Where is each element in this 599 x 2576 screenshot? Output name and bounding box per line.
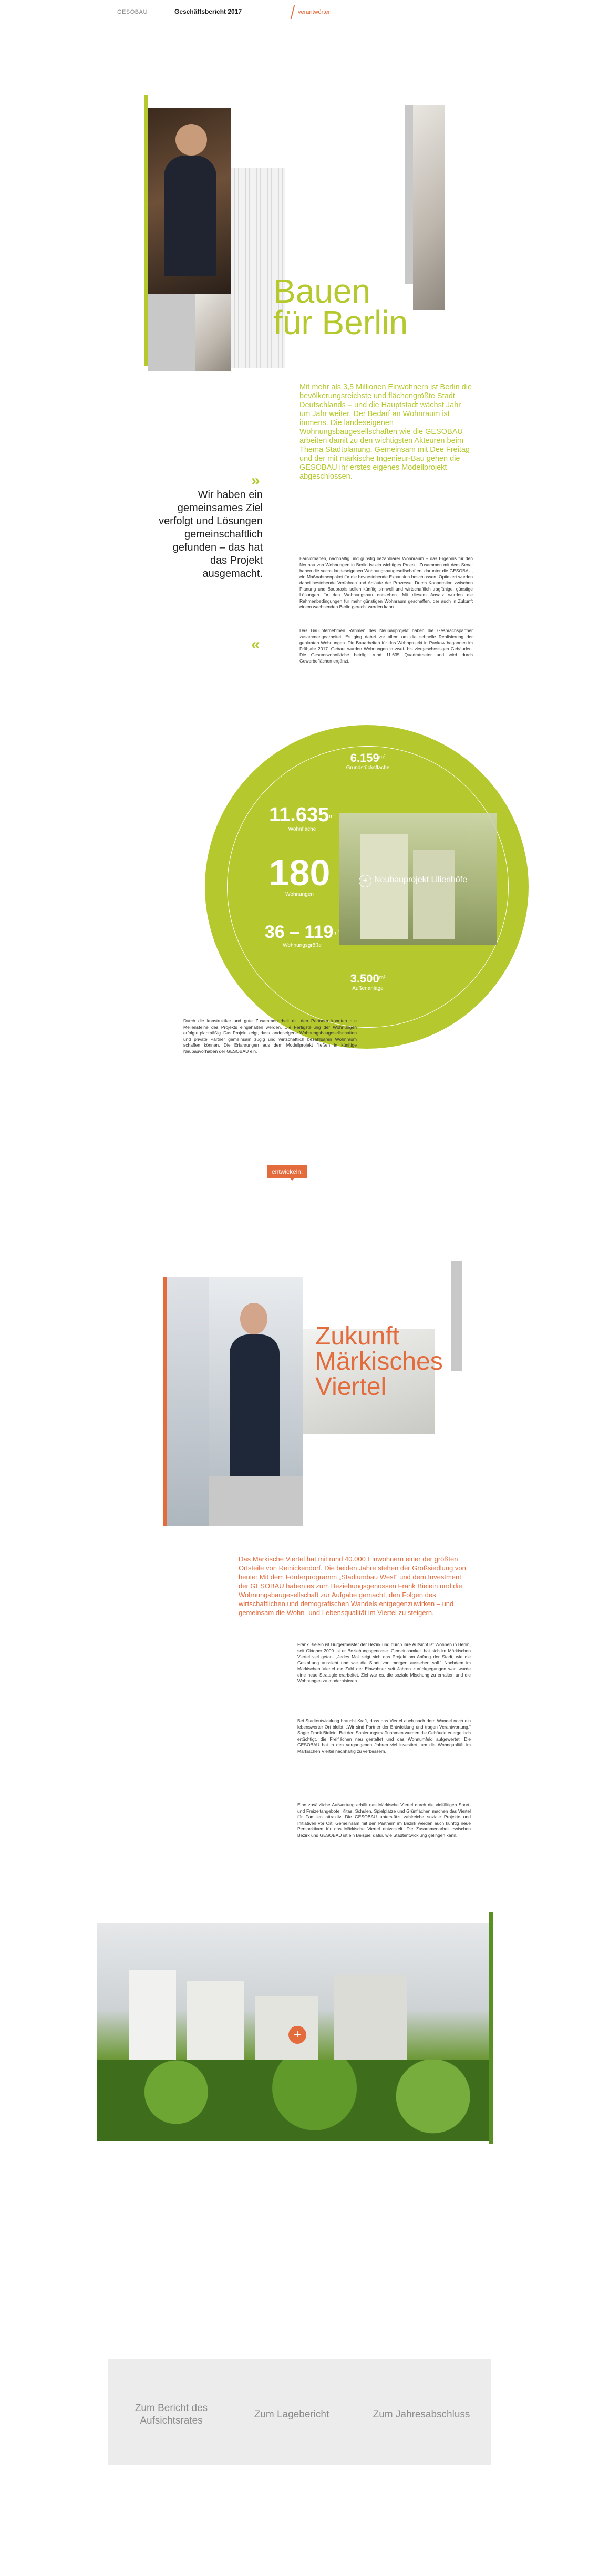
stat-value: 3.500 xyxy=(350,972,379,985)
portrait-suit xyxy=(164,156,216,276)
body-paragraph: Eine zusätzliche Aufwertung erhält das Märkische Viertel durch die vielfältigen Sport- und Freizeitangebote. Kitas, Schulen, Spielplätze und Grünflächen machen das Viertel für Familien attraktiv. Die GESOBAU unterstützt zahlreiche soziale Projekte und Initiativen vor Ort. Gemeinsam mit den Partnern im Bezirk werden auch künftig neue Perspektiven für das Märkische Viertel entwickelt. Die Zusammenarbeit zwischen Bezirk und GESOBAU ist ein Beispiel dafür, wie Stadtentwicklung gelingen kann. xyxy=(297,1802,471,1838)
title-line-2: Märkisches xyxy=(315,1348,443,1375)
project-plus-icon[interactable]: + xyxy=(359,875,371,887)
header-divider xyxy=(291,5,295,19)
manager-head xyxy=(240,1303,267,1334)
tree-canopy xyxy=(97,2060,492,2141)
building-shape xyxy=(129,1970,176,2070)
title-line-3: Viertel xyxy=(315,1373,387,1401)
body-paragraph: Durch die konstruktive und gute Zusammenarbeit mit den Partnern konnten alle Meilensteine des Projekts eingehalten werden. Die Fertigstellung der Wohnungen erfolgte planmäßig. Das Projekt zeigt, dass landeseigene Wohnungsbaugesellschaften und private Partner gemeinsam zügig und wirtschaftlich bezahlbaren Wohnraum schaffen können. Die Erfahrungen aus dem Modellprojekt fließen in künftige Neubauvorhaben der GESOBAU ein. xyxy=(183,1018,357,1054)
grey-panel xyxy=(209,1476,303,1526)
report-title[interactable]: Geschäftsbericht 2017 xyxy=(174,8,242,15)
building-shape xyxy=(334,1975,407,2070)
photo-side-bar xyxy=(489,1912,493,2144)
body-paragraph: Das Bauunternehmen Rahmen des Neubauprojekt haben die Gesprächspartner zusammengearbeitet. Es ging dabei vor allem um die schnelle Realisierung der geplanten Wohnungen. Die Bauarbeiten für das Wohnprojekt in Pankow begannen im Frühjahr 2017. Gebaut wurden Wohnungen in zwei- bis viergeschossigen Gebäuden. Die Gesamtwohnfläche beträgt rund 11.635 Quadratmeter und wird durch Gewerbeflächen ergänzt. xyxy=(300,628,473,664)
stat-label: Wohnungen xyxy=(285,892,314,897)
title-line-1: Zukunft xyxy=(315,1322,400,1350)
portrait-photo xyxy=(148,108,231,294)
stat-value: 180 xyxy=(268,852,331,893)
stat-value: 36 – 119 xyxy=(264,922,334,942)
stat-label: Außenanlage xyxy=(352,986,384,991)
plan-photo-small xyxy=(195,294,231,371)
building-shape xyxy=(187,1981,244,2070)
brand-logo[interactable]: GESOBAU xyxy=(117,9,148,15)
title-line-2: für Berlin xyxy=(273,304,408,342)
quote-close-mark: « xyxy=(251,636,260,653)
pull-quote: Wir haben ein gemeinsames Ziel verfolgt und Lösungen gemeinschaftlich gefunden – das hat das Projekt ausgemacht. xyxy=(159,489,263,580)
portrait-figure xyxy=(175,124,207,156)
stat-unit: m² xyxy=(333,930,340,936)
stat-label: Wohnfläche xyxy=(288,826,316,832)
stat-unit: m² xyxy=(329,813,335,820)
section-lead: Das Märkische Viertel hat mit rund 40.000 Einwohnern einer der größten Ortsteile von Reinickendorf. Die beiden Jahre stehen der Großsiedlung von heute: Mit dem Förderprogramm „Stadtumbau West“ und dem Investment der GESOBAU haben es zum Beziehungsgenossen Frank Bielein und die Wohnungsbaugesellschaft zur Aufgabe gemacht, den Folgen des wirtschaftlichen und demografischen Wandels entgegenzuwirken – und gemeinsam die Wohn- und Lebensqualität im Viertel zu steigern. xyxy=(239,1555,466,1617)
quote-open-mark: » xyxy=(251,472,260,489)
stat-apartments xyxy=(247,854,352,897)
window-photo-left xyxy=(167,1277,209,1526)
body-paragraph: Bei Stadtentwicklung braucht Kraft, dass das Viertel auch nach dem Wandel noch ein lebenswerter Ort bleibt. „Wir sind Partner der Entwicklung und tragen Verantwortung.“ Sagte Frank Bielein. Bei den Sanierungsmaßnahmen wurden die Gebäude energetisch ertüchtigt, die Freiflächen neu gestaltet und das Wohnumfeld aufgewertet. Die GESOBAU hat in den vergangenen Jahren viel investiert, um die Wohnqualität im Märkischen Viertel nachhaltig zu verbessern. xyxy=(297,1718,471,1754)
link-aufsichtsrat-report[interactable]: Zum Bericht des Aufsichtsrates xyxy=(135,2403,208,2426)
photo-plus-icon[interactable]: + xyxy=(288,2026,306,2044)
building-shape xyxy=(255,1996,318,2070)
project-link[interactable]: Neubauprojekt Lilienhöfe xyxy=(374,875,468,884)
tag-pointer xyxy=(289,1177,295,1181)
building-shape xyxy=(413,850,455,939)
section-tab[interactable]: verantwörten xyxy=(298,9,332,15)
stat-label: Wohnungsgröße xyxy=(283,943,322,948)
body-paragraph: Bauvorhaben, nachhaltig und günstig bezahlbarer Wohnraum – das Ergebnis für den Neubau von Wohnungen in Berlin ist ein wichtiges Projekt. Zusammen mit dem Senat haben die sechs landeseigenen Wohnungsbaugesellschaften, darunter die GESOBAU, ein Maßnahmenpaket für die bevorstehende Expansion beschlossen. Optimiert wurden dabei bestehende Verfahren und Abläufe der Prozesse. Durch Kooperation zwischen Planung und Baupraxis sollen künftig sinnvoll und wirtschaftlich tragfähige, günstige Lösungen für den Wohnungsbau entstehen. Mit diesem Ansatz wurden die Rahmenbedingungen für mehr günstigen Wohnraum geschaffen, der auch in Zukunft einem wachsenden Berlin gerecht werden kann. xyxy=(300,556,473,609)
stat-outdoor-area xyxy=(326,972,410,991)
accent-bar xyxy=(144,95,148,366)
section-title-zukunft xyxy=(315,1324,473,1400)
manager-suit xyxy=(230,1334,280,1476)
grey-panel xyxy=(148,294,195,371)
stat-unit: m² xyxy=(379,975,386,981)
link-annual-statement[interactable]: Zum Jahresabschluss xyxy=(373,2409,470,2420)
link-management-report[interactable]: Zum Lagebericht xyxy=(254,2409,329,2420)
section-tag-entwickeln[interactable]: entwickeln. xyxy=(267,1165,307,1178)
stat-unit: m² xyxy=(379,754,386,760)
orange-bar xyxy=(163,1277,167,1526)
stat-value: 11.635 xyxy=(269,804,329,826)
title-line-1: Bauen xyxy=(273,272,371,310)
stat-value: 6.159 xyxy=(350,751,379,764)
manager-photo xyxy=(209,1277,303,1476)
body-paragraph: Frank Bielein ist Bürgermeister der Bezirk und durch ihre Aufsicht ist Wohnen in Berlin, seit Oktober 2009 ist er Beziehungsgenosse. Gemeinsamkeit hat sich im Märkischen Viertel viel getan. „Jedes Mal zeigt sich das Projekt am Anfang der Stadt, wie die Gestaltung aussieht und wie die Stadt von morgen aussehen soll.“ Nachdem im Märkischen Viertel die Zahl der Einwohner seit Jahren zurückgegangen war, wurde eine neue Strategie erarbeitet. Ziel war es, die soziale Mischung zu erhalten und die Wohnungen zu modernisieren. xyxy=(297,1642,471,1683)
stat-label: Grundstücksfläche xyxy=(346,765,390,771)
stat-plot-area xyxy=(326,751,410,771)
grey-strip xyxy=(405,105,413,284)
stat-living-area xyxy=(257,804,347,832)
section-lead: Mit mehr als 3,5 Millionen Einwohnern ist Berlin die bevölkerungsreichste und flächengrößte Stadt Deutschlands – und die Hauptstadt wächst Jahr um Jahr weiter. Der Bedarf an Wohnraum ist immens. Die landeseigenen Wohnungsbaugesellschaften wie die GESOBAU arbeiten damit zu den wichtigsten Akteuren beim Thema Stadtplanung. Gemeinsam mit Dee Freitag und der mit märkische Ingenieur-Bau gehen die GESOBAU ihr erstes eigenes Modellprojekt abgeschlossen. xyxy=(300,383,472,481)
section-title-bauen xyxy=(273,272,452,342)
